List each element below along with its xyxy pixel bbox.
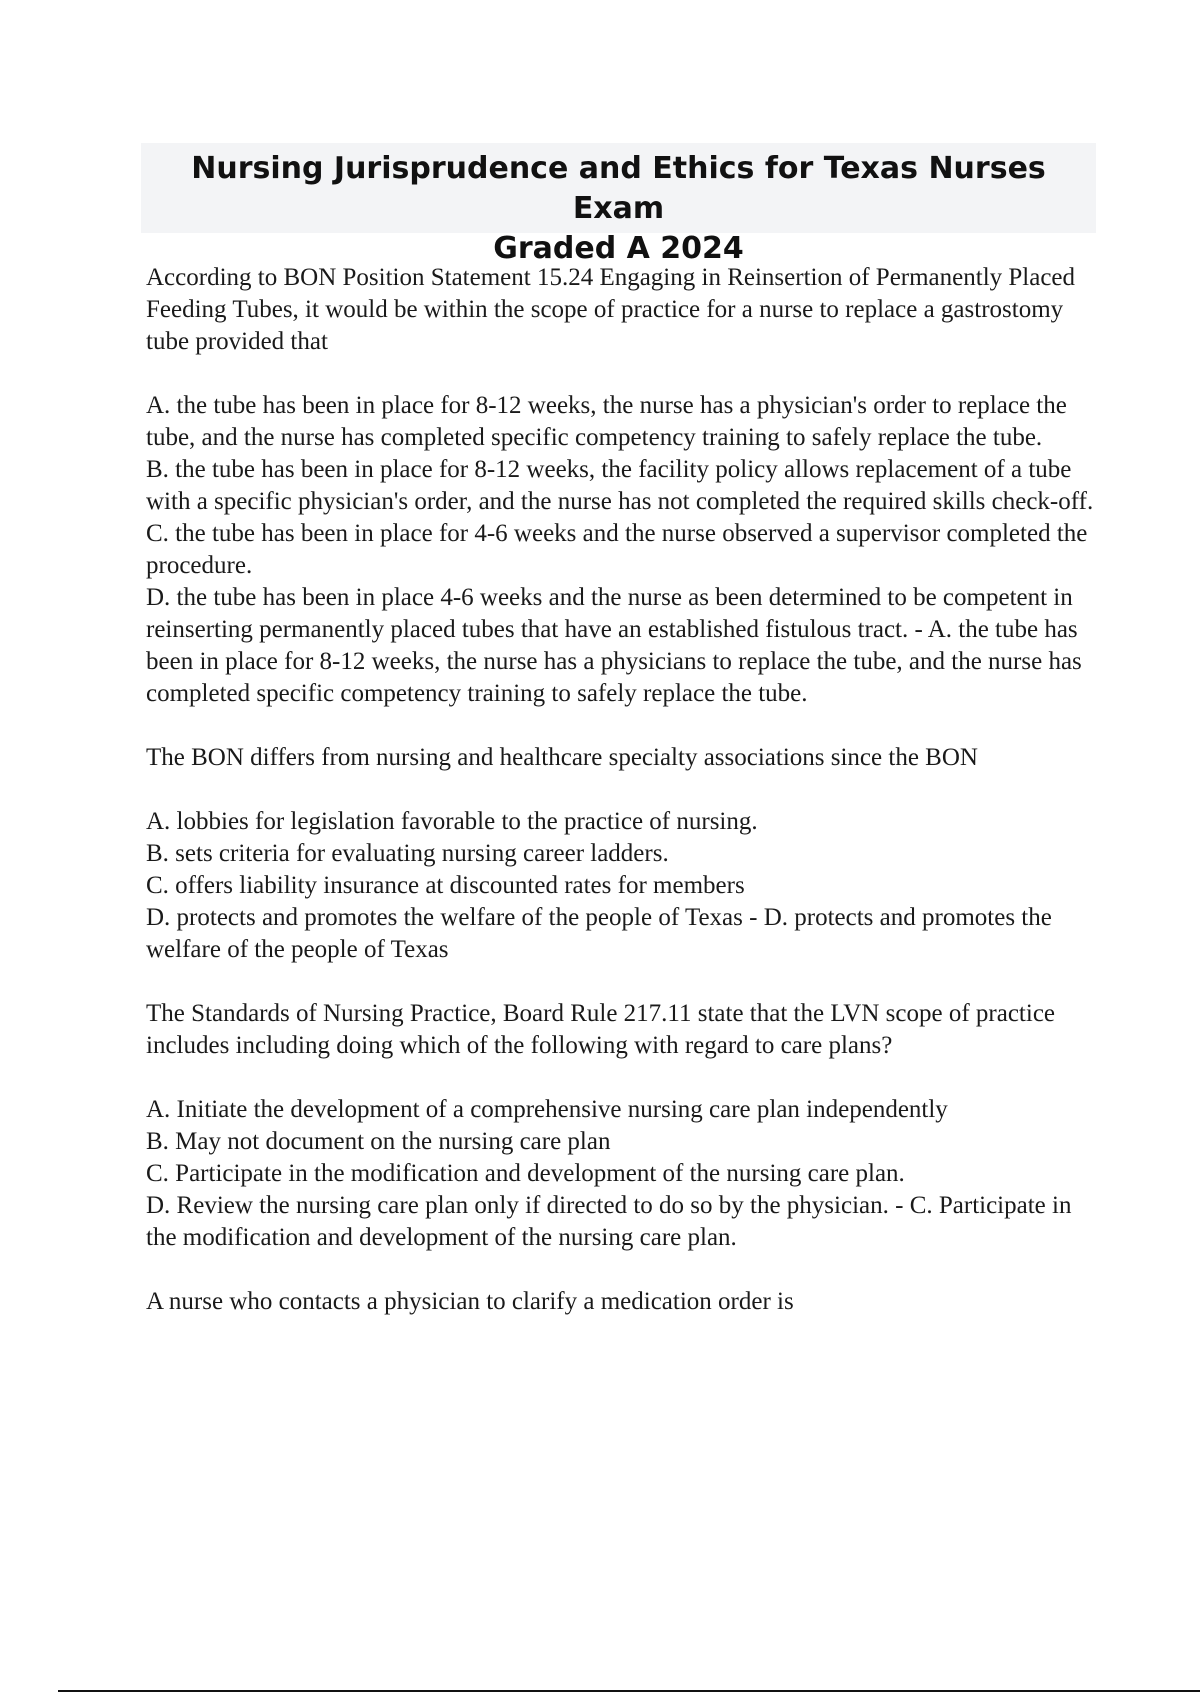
question-text: The Standards of Nursing Practice, Board Rule 217.11 state that the LVN scope of practice includes including doing which of the following with regard to care plans? [146,1000,1056,1059]
title-line-1: Nursing Jurisprudence and Ethics for Texas Nurses Exam [191,151,1046,226]
answer-option: D. the tube has been in place 4-6 weeks and the nurse as been determined to be competent in reinserting permanently placed tubes that have an established fistulous tract. - A. the tube has been in place for 8-12 weeks, the nurse has a physicians to replace the tube, and the nurse has completed specific competency training to safely replace the tube. [146,584,1082,707]
answer-option: B. May not document on the nursing care plan [146,1128,611,1155]
question-text: A nurse who contacts a physician to clarify a medication order is [146,1288,794,1315]
answer-option: A. Initiate the development of a comprehensive nursing care plan independently [146,1096,948,1123]
answer-option: D. protects and promotes the welfare of the people of Texas - D. protects and promotes the welfare of the people of Texas [146,904,1052,963]
document-title [141,143,1096,266]
title-line-2: Graded A 2024 [493,231,744,266]
answer-option: C. Participate in the modification and development of the nursing care plan. [146,1160,905,1187]
question-text: The BON differs from nursing and healthcare specialty associations since the BON [146,744,978,771]
footer-rule [58,1690,1200,1692]
document-body [146,262,1096,1318]
answer-options [146,1094,1096,1254]
answer-option: D. Review the nursing care plan only if directed to do so by the physician. - C. Participate in the modification and development of the nursing care plan. [146,1192,1072,1251]
answer-option: C. offers liability insurance at discounted rates for members [146,872,745,899]
answer-option: B. sets criteria for evaluating nursing career ladders. [146,840,669,867]
answer-option: A. lobbies for legislation favorable to the practice of nursing. [146,808,758,835]
answer-options [146,806,1096,966]
answer-option: B. the tube has been in place for 8-12 weeks, the facility policy allows replacement of a tube with a specific physician's order, and the nurse has not completed the required skills check-off. [146,456,1094,515]
answer-options [146,390,1096,710]
answer-option: C. the tube has been in place for 4-6 weeks and the nurse observed a supervisor completed the procedure. [146,520,1088,579]
question-text: According to BON Position Statement 15.24 Engaging in Reinsertion of Permanently Placed Feeding Tubes, it would be within the scope of practice for a nurse to replace a gastrostomy tube provided that [146,264,1076,355]
answer-option: A. the tube has been in place for 8-12 weeks, the nurse has a physician's order to replace the tube, and the nurse has completed specific competency training to safely replace the tube. [146,392,1067,451]
